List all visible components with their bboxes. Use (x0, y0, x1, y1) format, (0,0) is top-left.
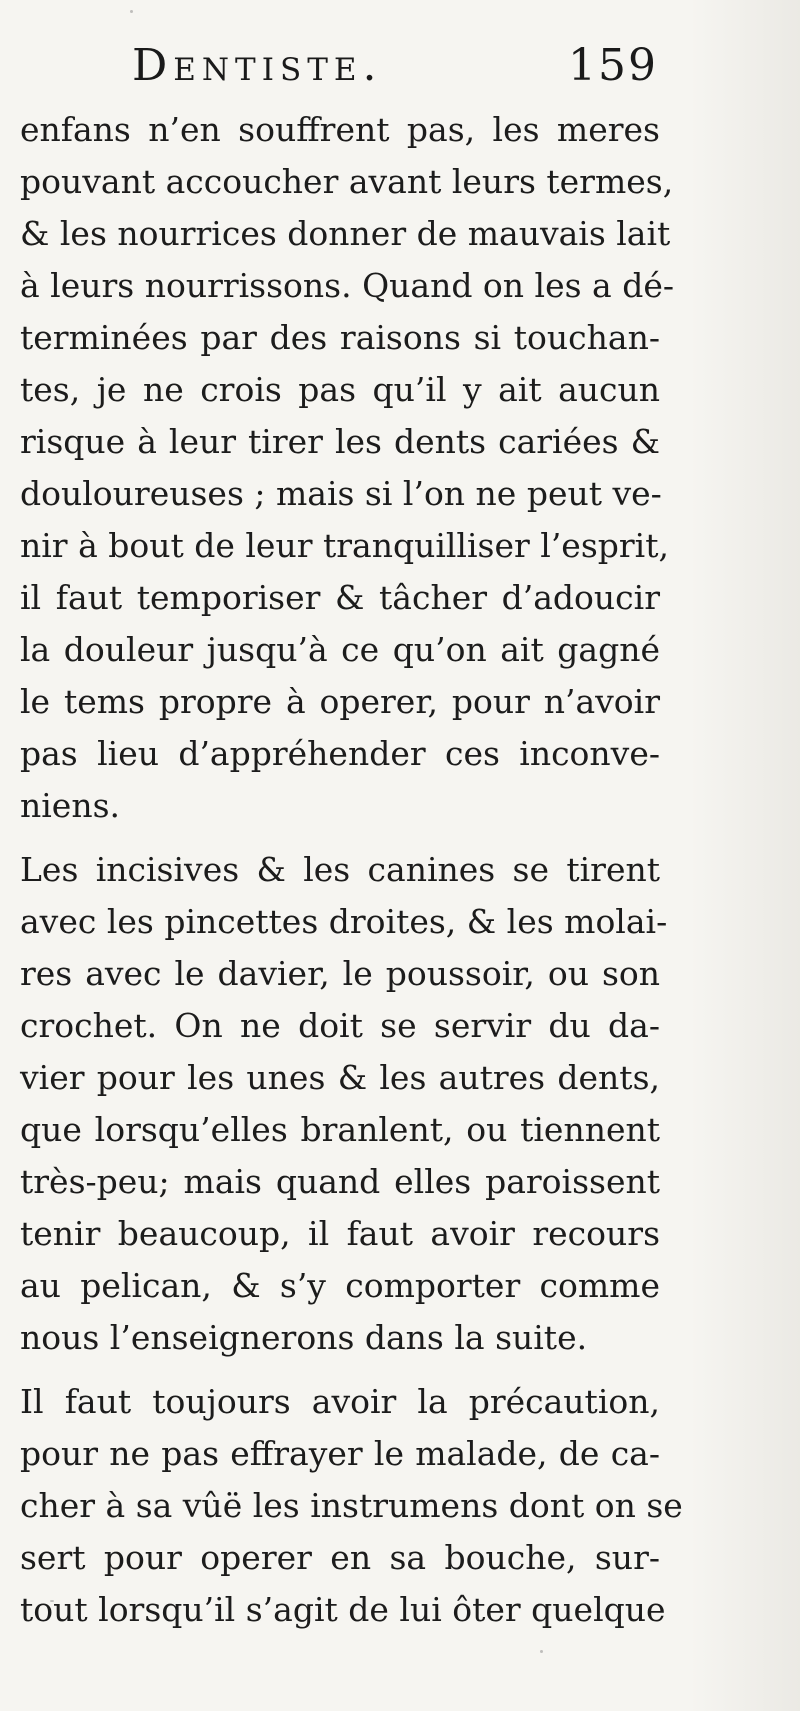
text-line: pouvant accoucher avant leurs termes, (20, 162, 674, 201)
text-line: il faut temporiser & tâcher d’adoucir (20, 578, 660, 617)
text-line: sert pour operer en sa bouche, sur- (20, 1538, 660, 1577)
text-line: à leurs nourrissons. Quand on les a dé- (20, 266, 675, 305)
paragraph-2 (20, 844, 668, 1364)
text-line: enfans n’en souffrent pas, les meres (20, 110, 660, 149)
paragraph-3 (20, 1376, 683, 1636)
text-line: la douleur jusqu’à ce qu’on ait gagné (20, 630, 660, 669)
text-line: crochet. On ne doit se servir du da- (20, 1006, 660, 1045)
body-text (20, 104, 683, 1636)
text-line: & les nourrices donner de mauvais lait (20, 214, 671, 253)
text-line: tout lorsqu’il s’agit de lui ôter quelque (20, 1590, 666, 1629)
text-line: Il faut toujours avoir la précaution, (20, 1382, 660, 1421)
page-number: 159 (568, 40, 658, 91)
text-line: terminées par des raisons si touchan- (20, 318, 660, 357)
running-head: Dentiste. (132, 40, 383, 91)
text-line: niens. (20, 786, 121, 825)
paragraph-gap (20, 1364, 660, 1376)
text-line: pas lieu d’appréhender ces inconve- (20, 734, 660, 773)
text-line: nous l’enseignerons dans la suite. (20, 1318, 588, 1357)
page-edge-shading (690, 0, 800, 1711)
text-line: cher à sa vûë les instrumens dont on se (20, 1486, 683, 1525)
paper-speck (130, 10, 133, 13)
text-line: avec les pincettes droites, & les molai- (20, 902, 668, 941)
text-line: risque à leur tirer les dents cariées & (20, 422, 660, 461)
text-line: pour ne pas effrayer le malade, de ca- (20, 1434, 660, 1473)
paragraph-1 (20, 104, 675, 832)
text-line: tenir beaucoup, il faut avoir recours (20, 1214, 660, 1253)
text-line: res avec le davier, le poussoir, ou son (20, 954, 660, 993)
text-line: au pelican, & s’y comporter comme (20, 1266, 660, 1305)
text-line: Les incisives & les canines se tirent (20, 850, 660, 889)
page-header (0, 40, 800, 110)
text-line: vier pour les unes & les autres dents, (20, 1058, 660, 1097)
text-line: nir à bout de leur tranquilliser l’esprit, (20, 526, 669, 565)
text-line: le tems propre à operer, pour n’avoir (20, 682, 660, 721)
text-line: tes, je ne crois pas qu’il y ait aucun (20, 370, 660, 409)
paper-speck (540, 1650, 543, 1653)
text-line: très-peu; mais quand elles paroissent (20, 1162, 660, 1201)
paragraph-gap (20, 832, 660, 844)
paper-speck (50, 1600, 54, 1602)
text-line: douloureuses ; mais si l’on ne peut ve- (20, 474, 662, 513)
text-line: que lorsqu’elles branlent, ou tiennent (20, 1110, 660, 1149)
